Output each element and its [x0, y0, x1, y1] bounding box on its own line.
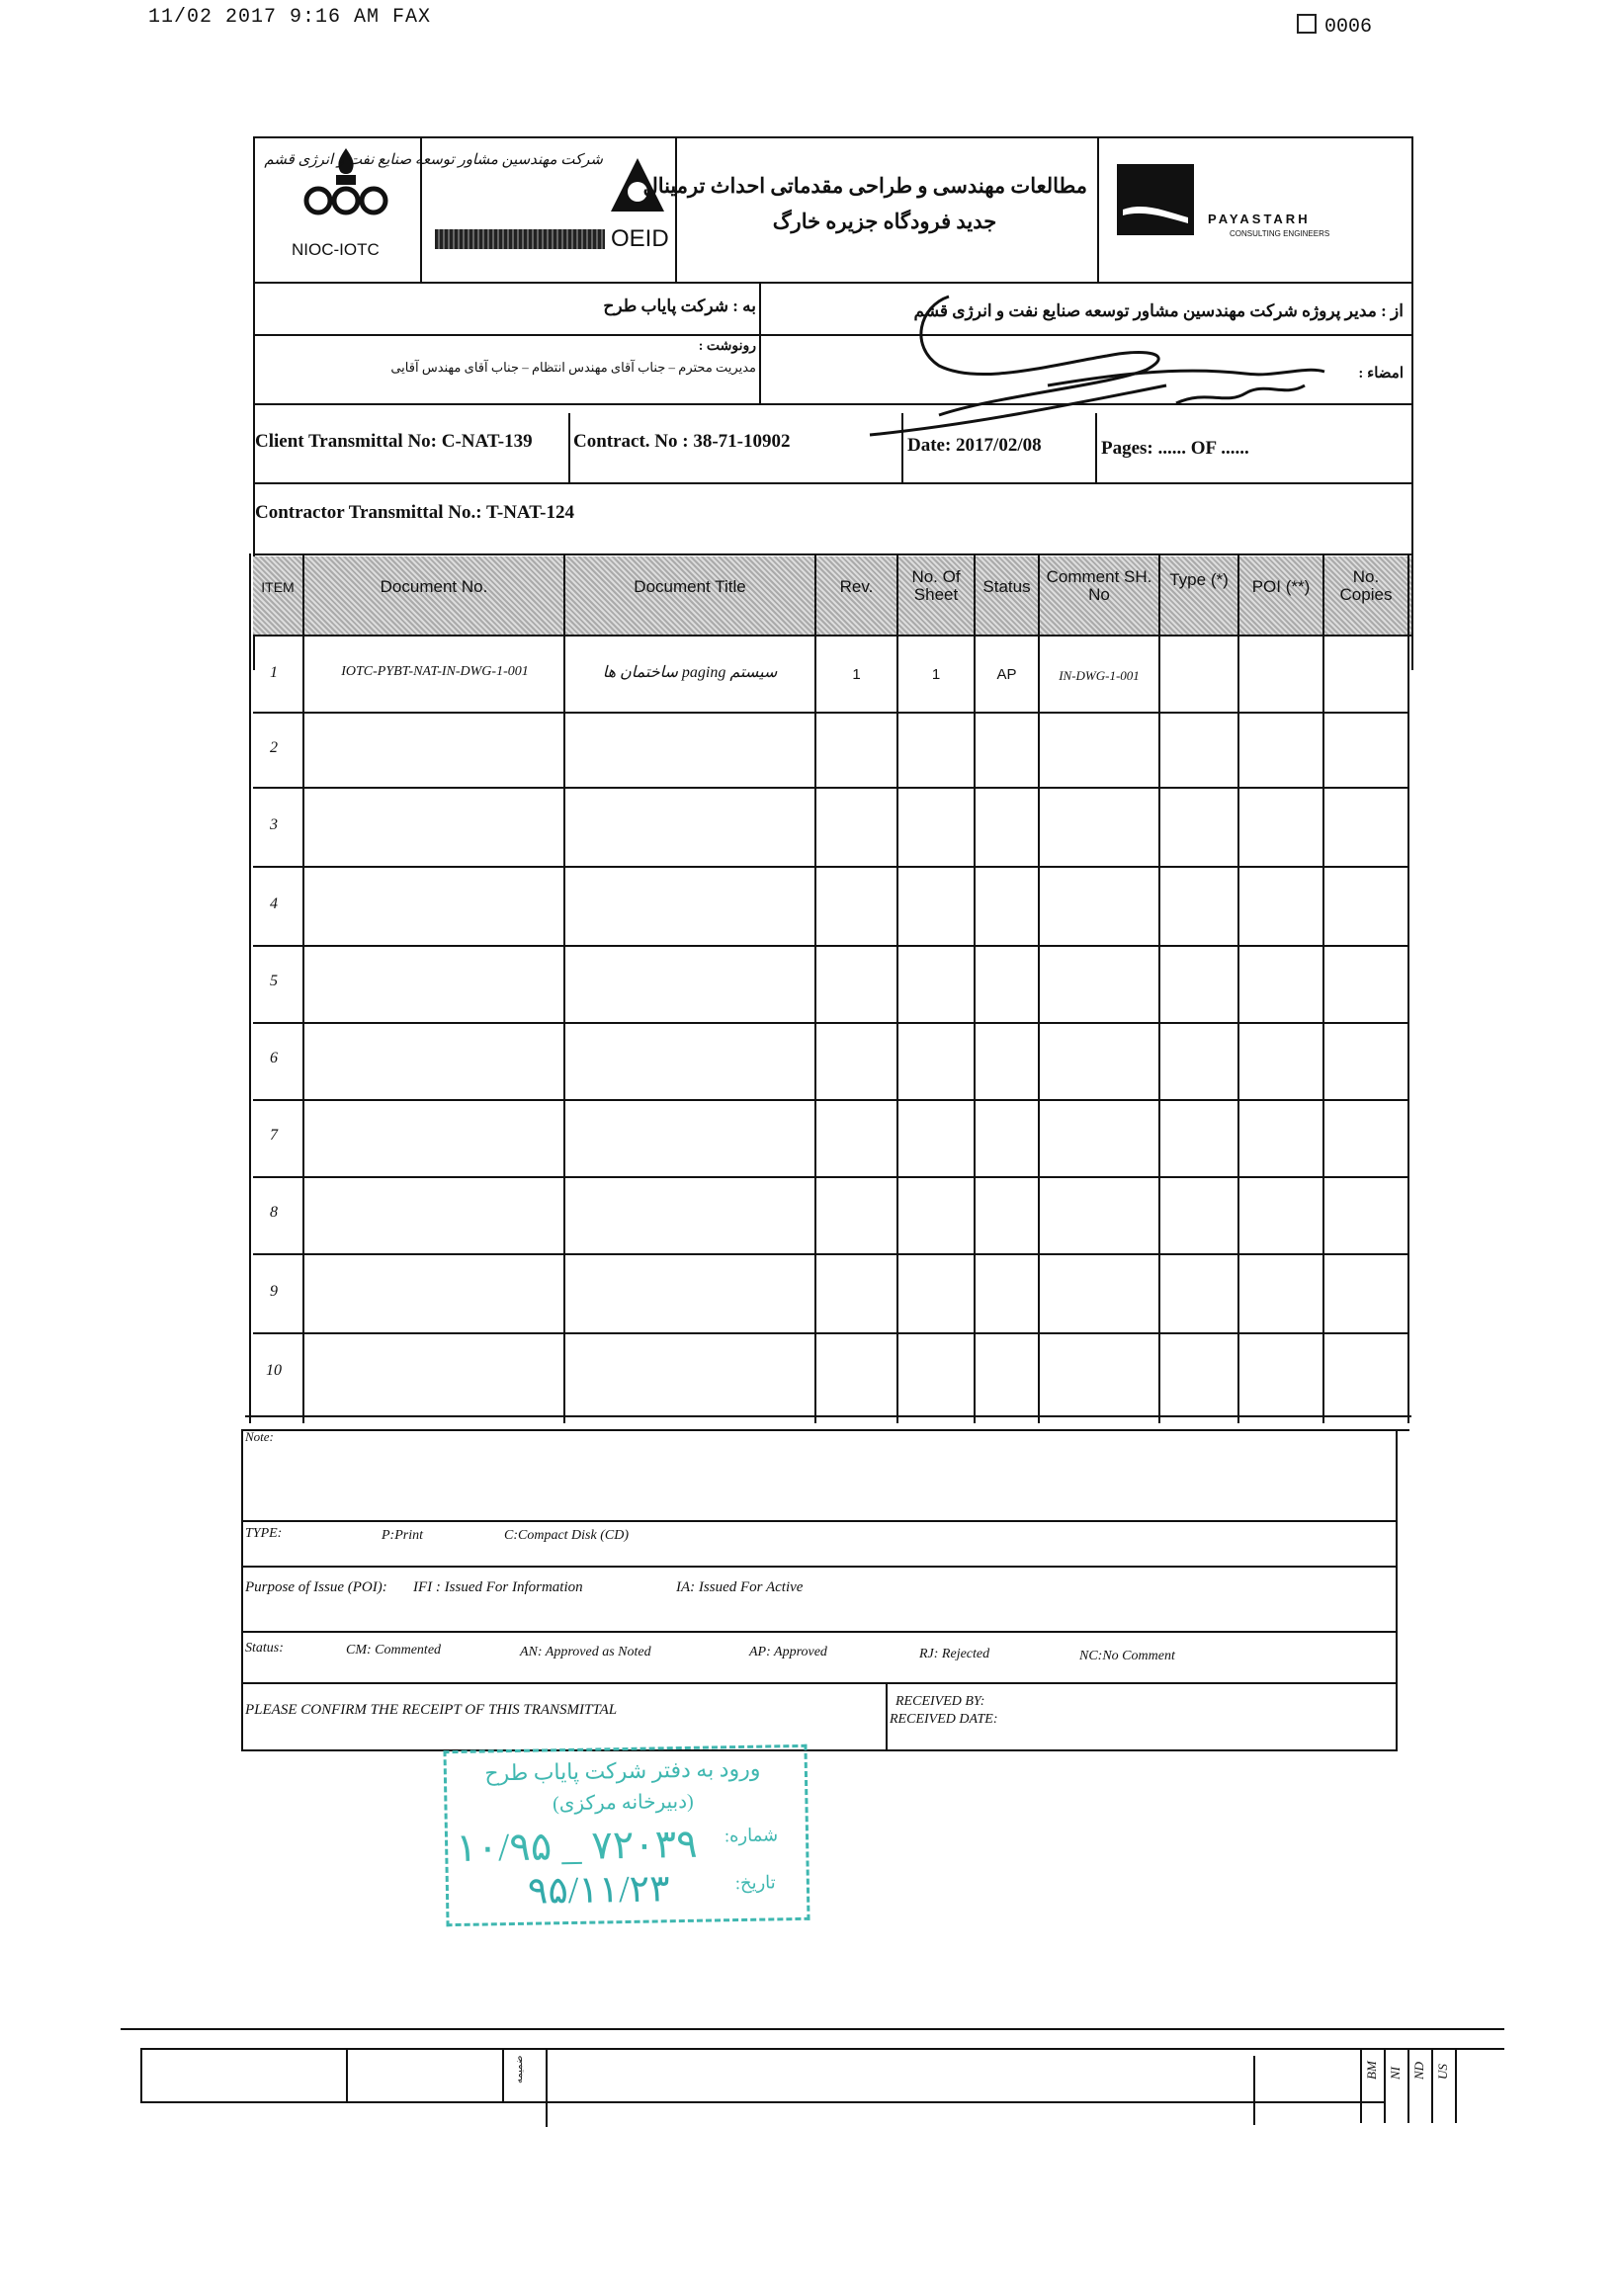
poi-ifi: IFI : Issued For Information	[413, 1579, 583, 1595]
footer-nd: ND	[1411, 2061, 1426, 2080]
header-comment-sh-no: Comment SH. No	[1046, 567, 1152, 604]
page-number-value: 0006	[1324, 16, 1373, 39]
footer-ni: NI	[1388, 2067, 1403, 2080]
status-ap: AP: Approved	[749, 1645, 827, 1659]
row-1-status: AP	[996, 666, 1017, 683]
payastarh-sub: CONSULTING ENGINEERS	[1230, 229, 1330, 238]
oeid-persian-name: شرکت مهندسین مشاور توسعه صنایع نفت و انرژی قشم	[264, 152, 603, 168]
received-by: RECEIVED BY:	[895, 1694, 985, 1709]
footer-bm: BM	[1364, 2061, 1379, 2080]
contractor-transmittal-no: Contractor Transmittal No.: T-NAT-124	[255, 502, 574, 523]
pages-field: Pages: ...... OF ......	[1101, 438, 1249, 459]
status-an: AN: Approved as Noted	[520, 1645, 651, 1659]
row-item-6: 6	[270, 1050, 278, 1066]
contract-no: Contract. No : 38-71-10902	[573, 431, 791, 452]
checkbox-icon	[1297, 14, 1317, 34]
status-cm: CM: Commented	[346, 1643, 442, 1658]
row-item-2: 2	[270, 739, 278, 756]
project-title-line2: جدید فرودگاه جزیره خارگ	[772, 210, 997, 233]
row-item-10: 10	[266, 1362, 282, 1379]
stamp-date-label: تاریخ:	[734, 1872, 776, 1894]
stamp-number: ۱۰/۹۵ _ ۷۲۰۳۹	[455, 1821, 699, 1871]
oeid-banner	[435, 229, 605, 249]
payastarh-logo-icon	[1117, 164, 1194, 235]
type-label: TYPE:	[245, 1526, 283, 1541]
row-1-document-title: سیستم paging ساختمان ها	[602, 664, 778, 681]
header-type: Type (*)	[1169, 570, 1229, 589]
header-document-no: Document No.	[380, 577, 488, 596]
status-nc: NC:No Comment	[1079, 1649, 1175, 1663]
type-print: P:Print	[382, 1528, 423, 1543]
row-item-8: 8	[270, 1204, 278, 1221]
header-rev: Rev.	[839, 577, 874, 596]
header-poi: POI (**)	[1251, 577, 1311, 596]
header-document-title: Document Title	[634, 577, 746, 596]
stamp-line2: (دبیرخانه مرکزی)	[552, 1790, 694, 1816]
header-item: ITEM	[261, 579, 295, 595]
poi-ia: IA: Issued For Active	[676, 1579, 804, 1595]
nioc-label: NIOC-IOTC	[292, 240, 380, 259]
row-item-3: 3	[270, 816, 278, 833]
confirm-receipt: PLEASE CONFIRM THE RECEIPT OF THIS TRANSMITTAL	[245, 1702, 618, 1718]
header-no-of-sheet: No. Of Sheet	[911, 567, 961, 604]
cc-text: مدیریت محترم – جناب آقای مهندس انتظام – جناب آقای مهندس آقایی	[390, 360, 756, 375]
stamp-line1: ورود به دفتر شرکت پایاب طرح	[484, 1755, 761, 1786]
row-1-rev: 1	[852, 666, 861, 683]
row-1-sheets: 1	[931, 666, 941, 683]
footer-small-label: ضمیمه	[514, 2055, 525, 2083]
status-rj: RJ: Rejected	[919, 1647, 990, 1661]
stamp-date: ۹۵/۱۱/۲۳	[527, 1868, 670, 1913]
to-field: به : شرکت پایاب طرح	[603, 297, 756, 315]
cc-label: رونوشت :	[698, 339, 756, 354]
signature-label: امضاء :	[1358, 366, 1404, 382]
oeid-label: OEID	[611, 225, 669, 252]
row-item-4: 4	[270, 895, 278, 912]
status-label: Status:	[245, 1641, 284, 1656]
poi-label: Purpose of Issue (POI):	[245, 1579, 387, 1595]
row-1-comment: IN-DWG-1-001	[1059, 668, 1140, 683]
header-no-copies: No. Copies	[1339, 567, 1393, 604]
row-item-5: 5	[270, 973, 278, 989]
footer-us: US	[1435, 2064, 1450, 2080]
received-date: RECEIVED DATE:	[890, 1712, 998, 1727]
payastarh-label: PAYASTARH	[1208, 212, 1311, 226]
page-number	[1297, 14, 1372, 39]
client-transmittal-no: Client Transmittal No: C-NAT-139	[255, 431, 533, 452]
from-field: از : مدیر پروژه شرکت مهندسین مشاور توسعه صنایع نفت و انرژی قشم	[913, 301, 1404, 320]
project-title-line1: مطالعات مهندسی و طراحی مقدماتی احداث ترمینال	[642, 174, 1087, 198]
note-label: Note:	[245, 1429, 274, 1444]
row-item-1: 1	[270, 664, 278, 681]
signature-icon	[850, 287, 1364, 445]
row-item-7: 7	[270, 1127, 278, 1144]
fax-header: 11/02 2017 9:16 AM FAX	[148, 6, 432, 29]
header-status: Status	[982, 577, 1031, 596]
transmittal-date: Date: 2017/02/08	[907, 435, 1042, 456]
type-cd: C:Compact Disk (CD)	[504, 1528, 629, 1543]
row-item-9: 9	[270, 1283, 278, 1300]
row-1-document-no: IOTC-PYBT-NAT-IN-DWG-1-001	[341, 664, 529, 679]
stamp-number-label: شماره:	[724, 1825, 779, 1846]
receipt-stamp	[443, 1744, 810, 1926]
